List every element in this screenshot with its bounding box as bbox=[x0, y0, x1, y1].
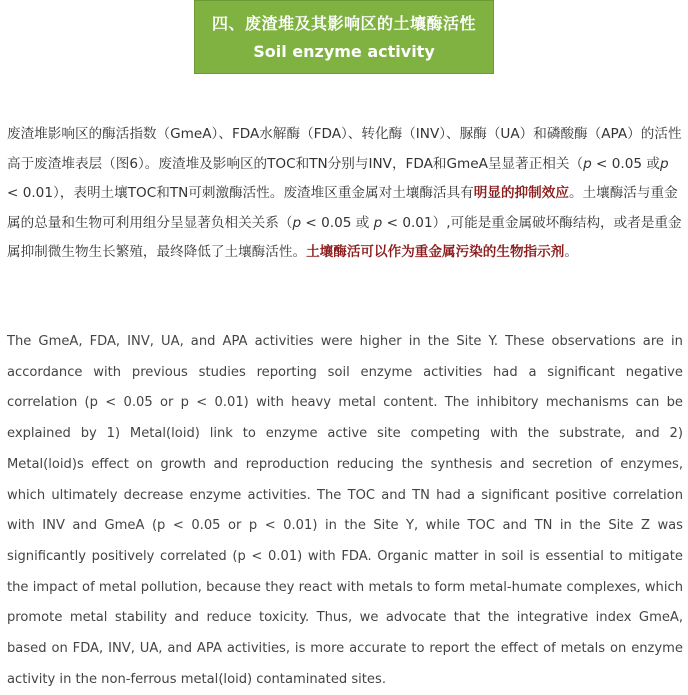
highlight-bioindicator-conclusion: 土壤酶活可以作为重金属污染的生物指示剂 bbox=[306, 244, 565, 260]
cn-text-segment: 。土壤酶活与重金属的总量和生物可利用组分呈显著负相关关系（ bbox=[7, 185, 678, 231]
p-value-symbol: p bbox=[292, 214, 302, 231]
p-value-symbol: p bbox=[373, 214, 383, 231]
p-value-symbol: p bbox=[659, 155, 669, 172]
cn-text-segment: < 0.01）,可能是重金属破坏酶结构，或者是重金属抑制微生物生长繁殖，最终降低了土壤酶活性。 bbox=[7, 214, 682, 260]
cn-text-segment: < 0.05 或 bbox=[301, 214, 374, 231]
cn-text-segment: 废渣堆影响区的酶活指数（GmeA）、FDA水解酶（FDA）、转化酶（INV）、脲酶（UA）和磷酸酶（APA）的活性高于废渣堆表层（图6）。废渣堆及影响区的TOC和TN分别与INV，FDA和GmeA呈显著正相关（ bbox=[7, 126, 682, 172]
section-title-english: Soil enzyme activity bbox=[253, 42, 435, 61]
cn-text-segment: 。 bbox=[564, 244, 578, 260]
cn-text-segment: < 0.05 或 bbox=[591, 155, 660, 172]
p-value-symbol: p bbox=[583, 155, 592, 172]
cn-text-segment: < 0.01），表明土壤TOC和TN可刺激酶活性。废渣堆区重金属对土壤酶活具有 bbox=[7, 185, 474, 201]
highlight-inhibition-effect: 明显的抑制效应 bbox=[473, 185, 569, 201]
section-title-box bbox=[194, 0, 494, 74]
english-paragraph: The GmeA, FDA, INV, UA, and APA activities were higher in the Site Y. These observations are in accordance with previous studies reporting soil enzyme activities had a significant negative correlation (p < 0.05 or p < 0.01) with heavy metal content. The inhibitory mechanisms can be explained by 1) Metal(loid) link to enzyme active site competing with the substrate, and 2) Metal(loid)s effect on growth and reproduction reducing the synthesis and secretion of enzymes, which ultimately decrease enzyme activities. The TOC and TN had a significant positive correlation with INV and GmeA (p < 0.05 or p < 0.01) in the Site Y, while TOC and TN in the Site Z was significantly positively correlated (p < 0.01) with FDA. Organic matter in soil is essential to mitigate the impact of metal pollution, because they react with metals to form metal-humate complexes, which promote metal stability and reduce toxicity. Thus, we advocate that the integrative index GmeA, based on FDA, INV, UA, and APA activities, is more accurate to report the effect of metals on enzyme activity in the non-ferrous metal(loid) contaminated sites. bbox=[7, 334, 683, 687]
section-title-chinese: 四、废渣堆及其影响区的土壤酶活性 bbox=[211, 14, 476, 33]
chinese-paragraph bbox=[7, 120, 683, 268]
